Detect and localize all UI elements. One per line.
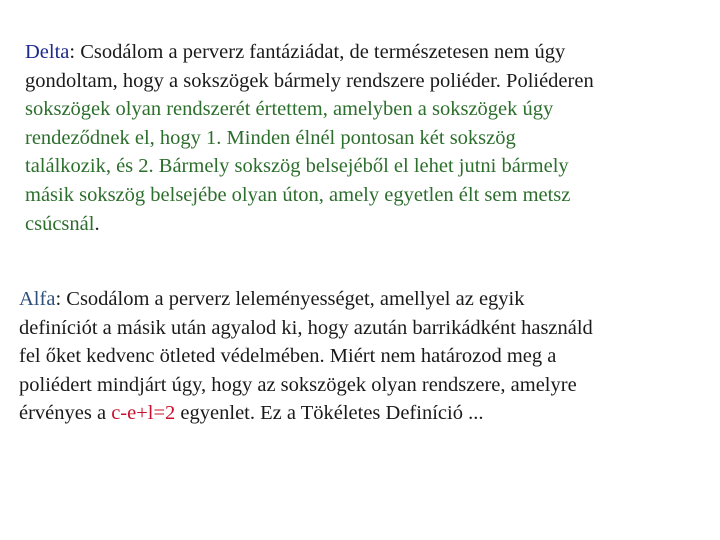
alfa-line-1: Csodálom a perverz leleményességet, amellyel az egyik: [61, 288, 525, 310]
delta-line-7: csúcsnál: [25, 212, 95, 235]
alfa-speaker-colon: :: [55, 288, 62, 310]
delta-speaker-name: Delta: [25, 41, 70, 63]
delta-line-3: sokszögek olyan rendszerét értettem, amelyben a sokszögek úgy: [25, 98, 554, 121]
alfa-line-5-start: érvényes a: [19, 402, 112, 425]
delta-line-5: találkozik, és 2. Bármely sokszög belsejéből el lehet jutni bármely: [25, 155, 569, 178]
delta-paragraph: [25, 38, 705, 238]
euler-equation: c-e+l=2: [111, 402, 176, 425]
delta-line-2: gondoltam, hogy a sokszögek bármely rendszere poliéder. Poliéderen: [25, 69, 594, 92]
delta-line-4: rendeződnek el, hogy 1. Minden élnél pontosan két sokszög: [25, 126, 516, 149]
delta-period: .: [94, 212, 100, 235]
alfa-line-4: poliédert mindjárt úgy, hogy az sokszögek olyan rendszere, amelyre: [19, 373, 577, 396]
alfa-line-3: fel őket kedvenc ötleted védelmében. Miért nem határozod meg a: [19, 345, 557, 368]
delta-line-6: másik sokszög belsejébe olyan úton, amely egyetlen élt sem metsz: [25, 183, 571, 206]
alfa-paragraph: [19, 285, 709, 428]
delta-speaker-colon: :: [69, 41, 76, 63]
alfa-line-2: definíciót a másik után agyalod ki, hogy azután barrikádként használd: [19, 316, 593, 339]
delta-line-1: Csodálom a perverz fantáziádat, de természetesen nem úgy: [75, 41, 566, 63]
alfa-speaker-name: Alfa: [19, 288, 56, 310]
alfa-line-5-end: egyenlet. Ez a Tökéletes Definíció ...: [175, 402, 484, 425]
